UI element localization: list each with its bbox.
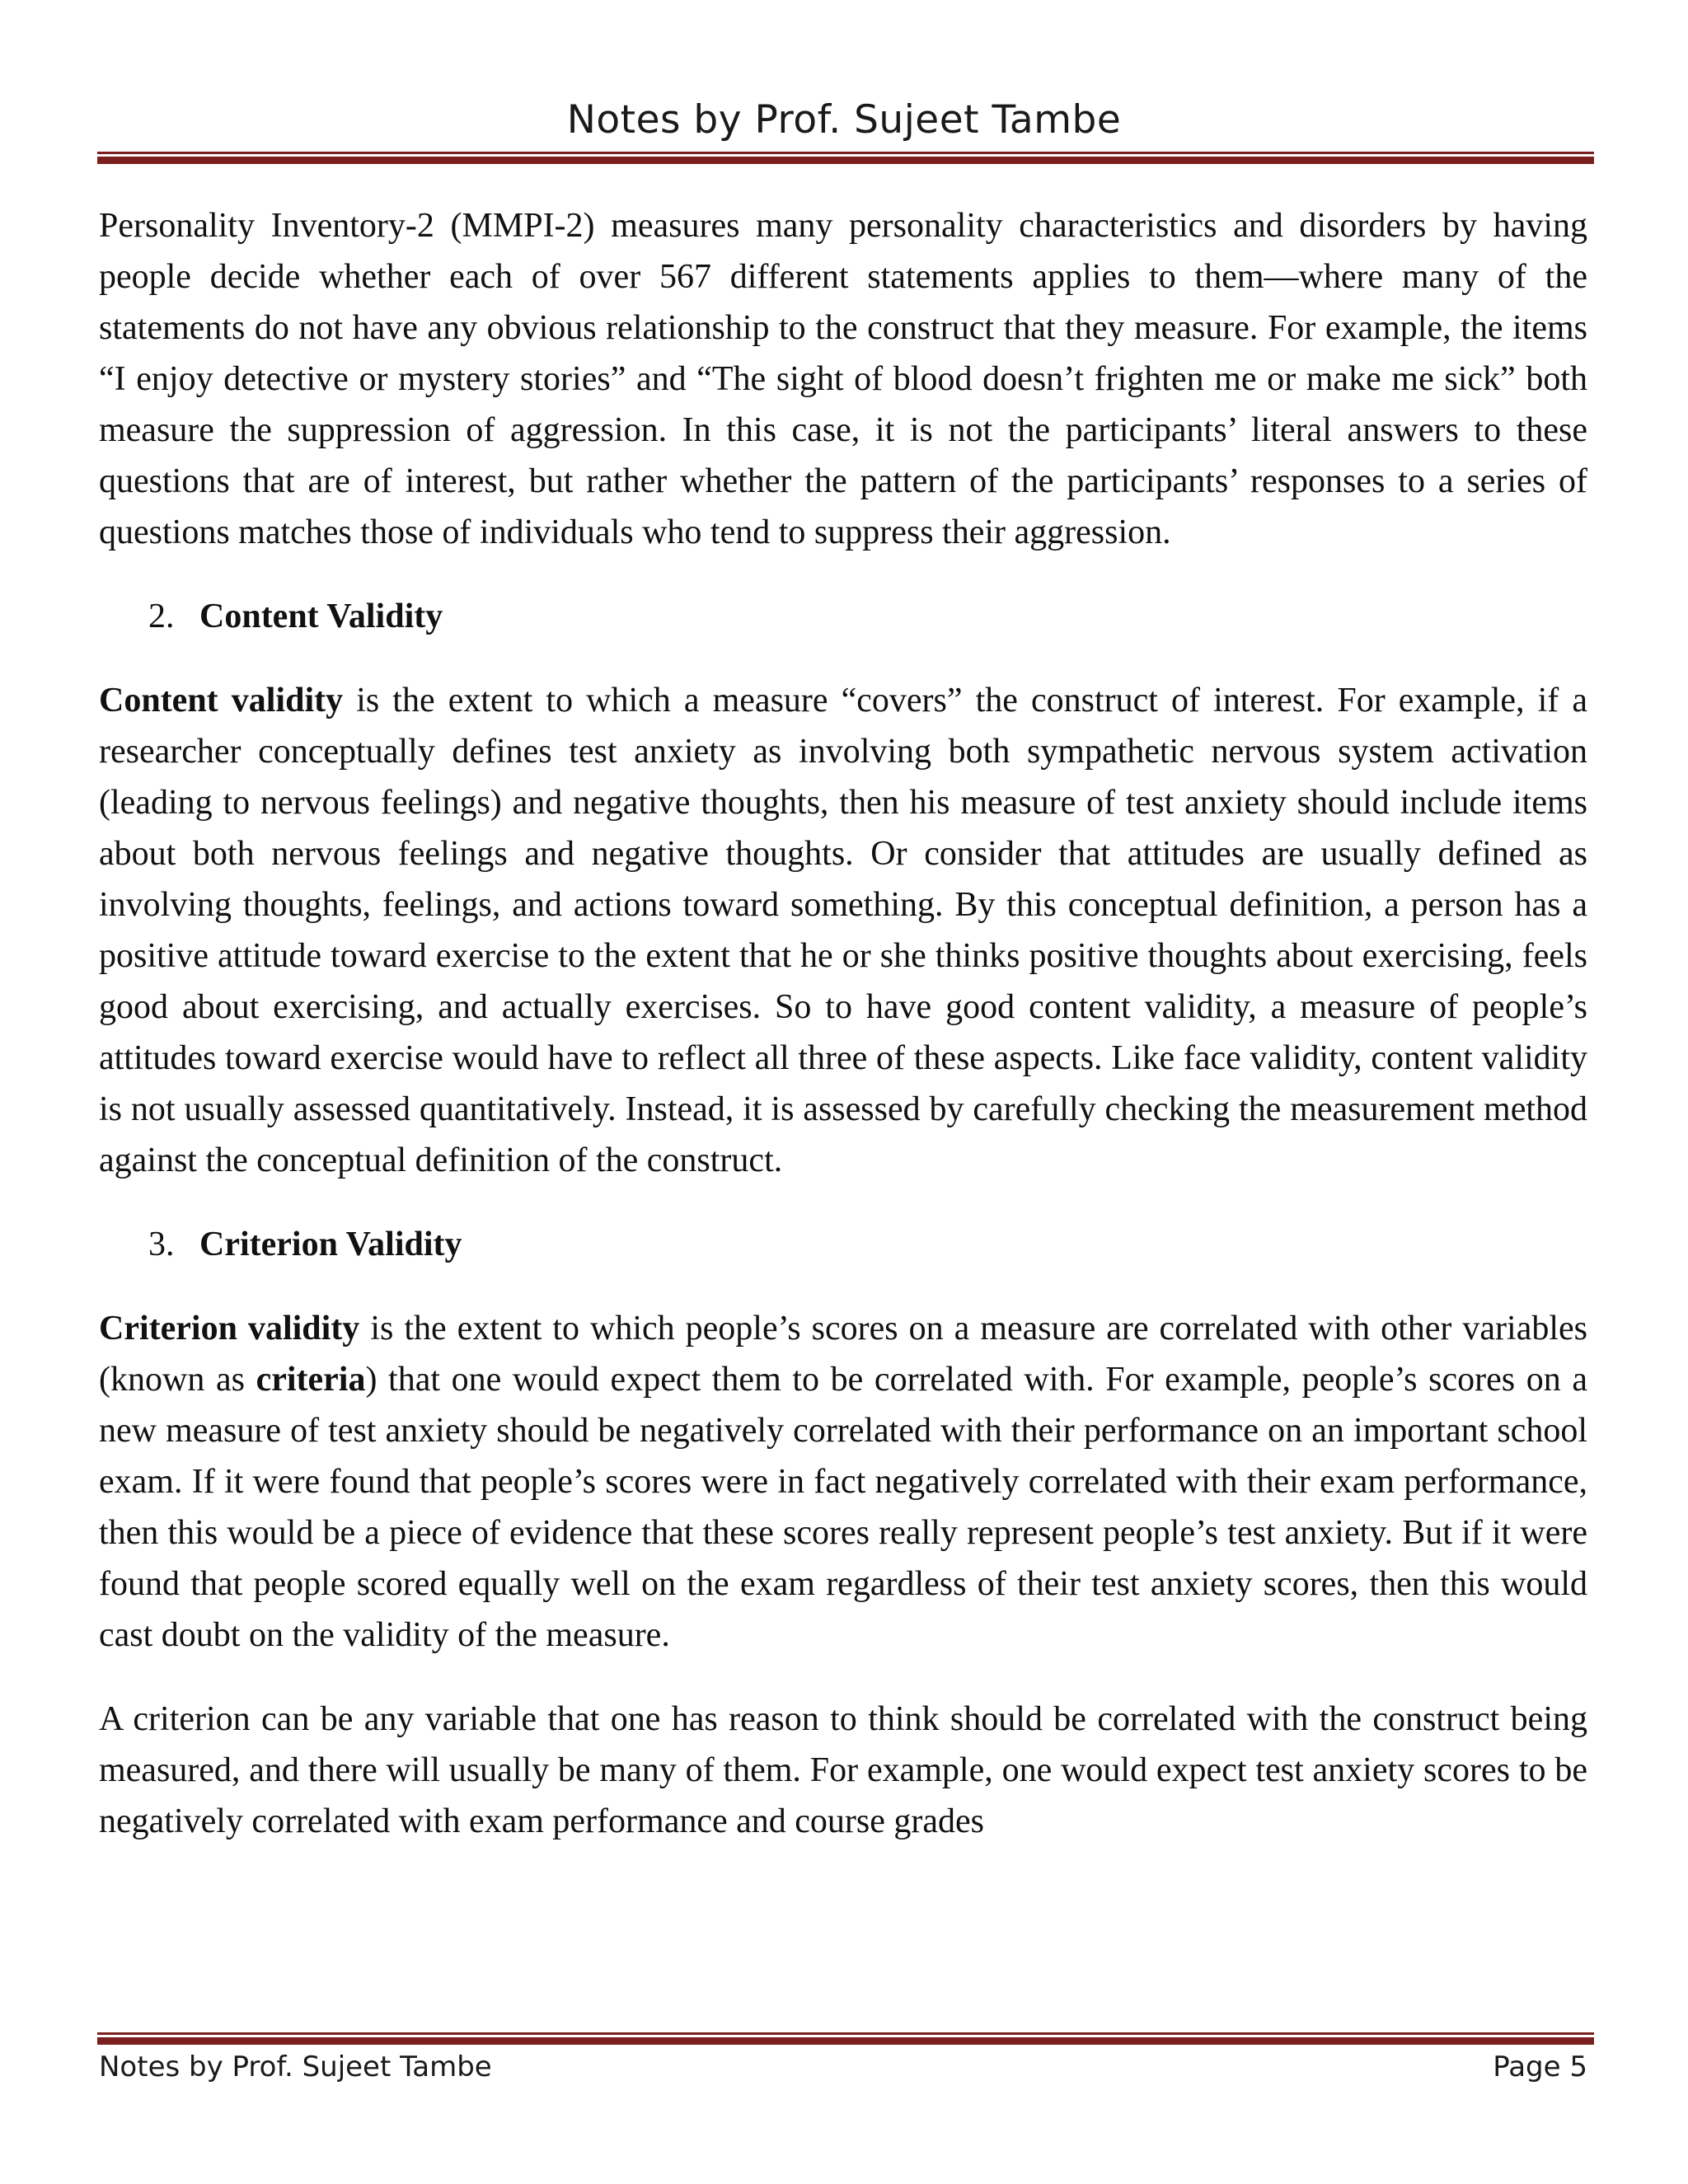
term-criteria: criteria [256,1361,366,1399]
page-content [99,200,1587,1847]
footer-author: Notes by Prof. Sujeet Tambe [99,2050,492,2083]
section-number: 2. [148,598,175,635]
content-validity-paragraph [99,675,1587,1186]
header-rule [97,152,1594,164]
paragraph-text: is the extent to which a measure “covers” the construct of interest. For example, if a researcher conceptually defines test anxiety as involving both sympathetic nervous system activation (leading to nervous feelings) and negative thoughts, then his measure of test anxiety should include items about both nervous feelings and negative thoughts. Or consider that attitudes are usually defined as involving thoughts, feelings, and actions toward something. By this conceptual definition, a person has a positive attitude toward exercise to the extent that he or she thinks positive thoughts about exercising, feels good about exercising, and actually exercises. So to have good content validity, a measure of people’s attitudes toward exercise would have to reflect all three of these aspects. Like face validity, content validity is not usually assessed quantitatively. Instead, it is assessed by carefully checking the measurement method against the conceptual definition of the construct. [99,682,1588,1179]
section-number: 3. [148,1226,175,1263]
term-content-validity: Content validity [99,682,344,719]
section-title: Content Validity [199,598,443,635]
section-heading-criterion-validity [99,1219,1587,1270]
term-criterion-validity: Criterion validity [99,1310,360,1347]
section-title: Criterion Validity [199,1226,462,1263]
footer-rule [97,2032,1594,2045]
paragraph-text: ) that one would expect them to be correlated with. For example, people’s scores on a new measure of test anxiety should be negatively correlated with their performance on an important school exam. If it were found that people’s scores were in fact negatively correlated with their exam performance, then this would be a piece of evidence that these scores really represent people’s test anxiety. But if it were found that people scored equally well on the exam regardless of their test anxiety scores, then this would cast doubt on the validity of the measure. [99,1361,1587,1654]
page-header-title: Notes by Prof. Sujeet Tambe [566,97,1122,143]
section-heading-content-validity [99,591,1587,642]
page-footer [99,2050,1587,2083]
criterion-validity-paragraph [99,1303,1587,1661]
criterion-paragraph-2: A criterion can be any variable that one has reason to think should be correlated with the construct being measured, and there will usually be many of them. For example, one would expect test anxiety scores to be negatively correlated with exam performance and course grades [99,1700,1587,1840]
page-number: Page 5 [1493,2050,1587,2083]
intro-paragraph: Personality Inventory-2 (MMPI-2) measures many personality characteristics and disorders by having people decide whether each of over 567 different statements applies to them—where many of the statements do not have any obvious relationship to the construct that they measure. For example, the items “I enjoy detective or mystery stories” and “The sight of blood doesn’t frighten me or make me sick” both measure the suppression of aggression. In this case, it is not the participants’ literal answers to these questions that are of interest, but rather whether the pattern of the participants’ responses to a series of questions matches those of individuals who tend to suppress their aggression. [99,207,1587,551]
paragraph-text: is the extent to which people’s scores on a measure are correlated with other variables (known as [99,1310,1587,1399]
